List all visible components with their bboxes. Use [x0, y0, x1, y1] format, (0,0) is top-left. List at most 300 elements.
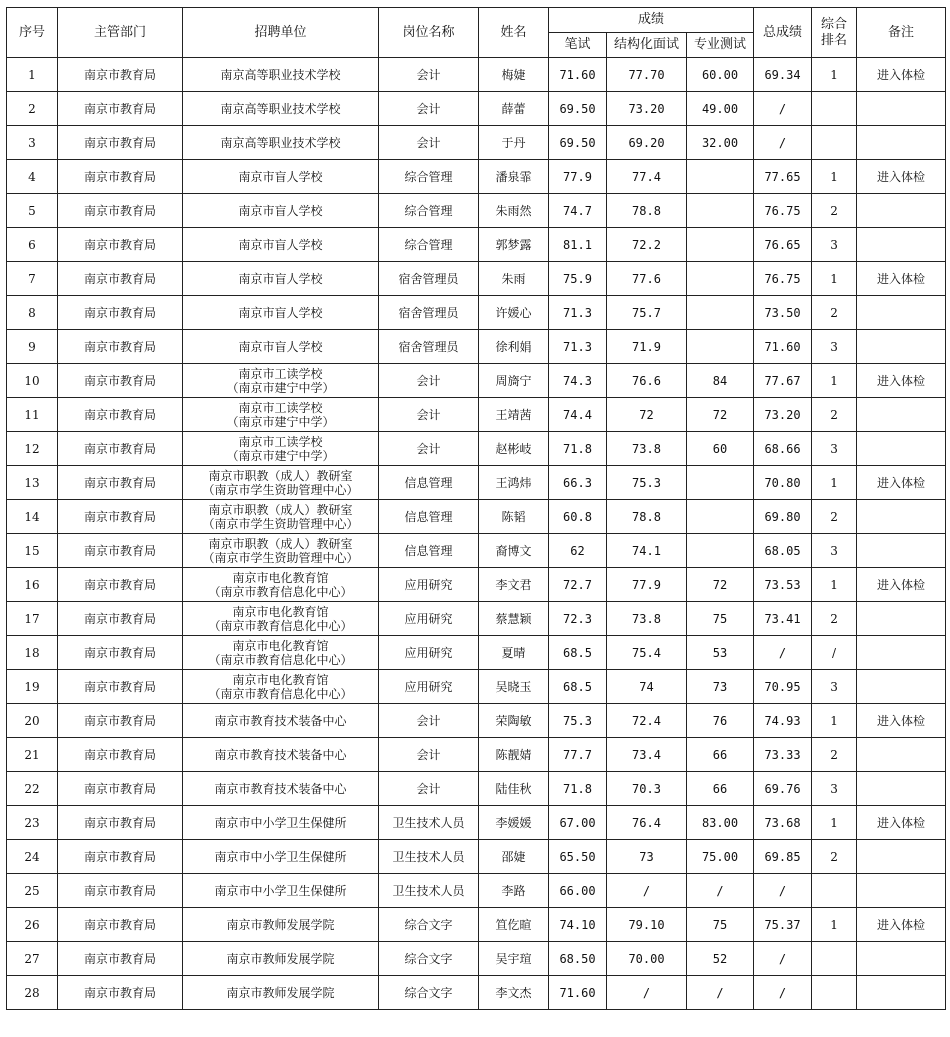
cell-seq: 27 [7, 942, 58, 976]
header-seq: 序号 [7, 8, 58, 58]
cell-written: 71.3 [549, 330, 607, 364]
cell-unit-line: 南京市教师发展学院 [226, 917, 335, 932]
cell-dept: 南京市教育局 [58, 92, 183, 126]
cell-unit [183, 58, 379, 92]
cell-interview: 73.4 [607, 738, 687, 772]
cell-unit [183, 704, 379, 738]
cell-written: 71.60 [549, 976, 607, 1010]
cell-unit-line: 南京市工读学校 [238, 434, 323, 449]
cell-remark [857, 126, 946, 160]
cell-remark: 进入体检 [857, 160, 946, 194]
cell-total: / [754, 126, 812, 160]
cell-name: 吴宇瑄 [479, 942, 549, 976]
cell-seq: 5 [7, 194, 58, 228]
cell-dept: 南京市教育局 [58, 126, 183, 160]
cell-written: 74.3 [549, 364, 607, 398]
cell-seq: 21 [7, 738, 58, 772]
cell-total: 73.50 [754, 296, 812, 330]
cell-unit [183, 126, 379, 160]
cell-written: 74.10 [549, 908, 607, 942]
cell-post: 综合文字 [379, 908, 479, 942]
cell-seq: 17 [7, 602, 58, 636]
cell-total: 73.33 [754, 738, 812, 772]
cell-written: 75.9 [549, 262, 607, 296]
cell-name: 李文君 [479, 568, 549, 602]
cell-interview: 73.20 [607, 92, 687, 126]
cell-professional: 73 [687, 670, 754, 704]
cell-rank: 3 [812, 330, 857, 364]
cell-unit [183, 942, 379, 976]
cell-post: 信息管理 [379, 500, 479, 534]
cell-name: 陈韬 [479, 500, 549, 534]
cell-remark [857, 296, 946, 330]
cell-unit-line: 南京市教育技术装备中心 [214, 781, 347, 796]
cell-professional [687, 500, 754, 534]
cell-name: 王鸿炜 [479, 466, 549, 500]
cell-professional: 60.00 [687, 58, 754, 92]
cell-professional [687, 194, 754, 228]
cell-unit-line: 南京市职教（成人）教研室 [208, 536, 353, 551]
cell-professional [687, 160, 754, 194]
header-dept: 主管部门 [58, 8, 183, 58]
cell-remark [857, 398, 946, 432]
cell-dept: 南京市教育局 [58, 704, 183, 738]
cell-rank: 2 [812, 296, 857, 330]
cell-unit-line: 南京高等职业技术学校 [220, 101, 341, 116]
cell-professional: 84 [687, 364, 754, 398]
cell-interview: 70.00 [607, 942, 687, 976]
table-row [7, 908, 946, 942]
header-written: 笔试 [549, 33, 607, 58]
cell-remark: 进入体检 [857, 58, 946, 92]
cell-professional [687, 228, 754, 262]
cell-dept: 南京市教育局 [58, 228, 183, 262]
cell-interview: 77.4 [607, 160, 687, 194]
cell-unit-line: 南京市教育技术装备中心 [214, 747, 347, 762]
cell-interview: 70.3 [607, 772, 687, 806]
cell-seq: 13 [7, 466, 58, 500]
cell-unit [183, 194, 379, 228]
cell-name: 周旖宁 [479, 364, 549, 398]
cell-rank: 3 [812, 670, 857, 704]
cell-unit [183, 908, 379, 942]
cell-dept: 南京市教育局 [58, 160, 183, 194]
cell-unit-line: 南京市职教（成人）教研室 [208, 502, 353, 517]
cell-professional: 60 [687, 432, 754, 466]
cell-rank [812, 976, 857, 1010]
cell-unit-line: 南京市电化教育馆 [232, 604, 329, 619]
cell-total: / [754, 636, 812, 670]
table-row [7, 772, 946, 806]
cell-professional: 72 [687, 568, 754, 602]
cell-unit-line: 南京市中小学卫生保健所 [214, 815, 347, 830]
header-professional: 专业测试 [687, 33, 754, 58]
cell-interview: 73.8 [607, 602, 687, 636]
cell-interview: 77.6 [607, 262, 687, 296]
cell-total: 69.34 [754, 58, 812, 92]
cell-seq: 8 [7, 296, 58, 330]
cell-remark [857, 874, 946, 908]
cell-rank: 1 [812, 160, 857, 194]
cell-interview: / [607, 874, 687, 908]
cell-unit-line: （南京市学生资助管理中心） [202, 482, 359, 497]
cell-unit [183, 602, 379, 636]
cell-remark [857, 534, 946, 568]
cell-rank: / [812, 636, 857, 670]
cell-unit-line: 南京市电化教育馆 [232, 638, 329, 653]
cell-professional: 66 [687, 738, 754, 772]
cell-professional [687, 262, 754, 296]
cell-name: 薛蕾 [479, 92, 549, 126]
cell-dept: 南京市教育局 [58, 364, 183, 398]
cell-remark: 进入体检 [857, 466, 946, 500]
cell-rank: 1 [812, 568, 857, 602]
cell-total: 70.95 [754, 670, 812, 704]
cell-post: 综合管理 [379, 194, 479, 228]
cell-unit [183, 432, 379, 466]
cell-total: 73.20 [754, 398, 812, 432]
cell-dept: 南京市教育局 [58, 500, 183, 534]
cell-name: 荣陶敏 [479, 704, 549, 738]
table-row [7, 398, 946, 432]
cell-name: 陆佳秋 [479, 772, 549, 806]
cell-total: 76.75 [754, 262, 812, 296]
cell-name: 许媛心 [479, 296, 549, 330]
cell-post: 会计 [379, 432, 479, 466]
table-row [7, 704, 946, 738]
cell-name: 笪仡暄 [479, 908, 549, 942]
cell-total: 70.80 [754, 466, 812, 500]
cell-professional: 49.00 [687, 92, 754, 126]
cell-total: 76.65 [754, 228, 812, 262]
cell-seq: 19 [7, 670, 58, 704]
cell-seq: 23 [7, 806, 58, 840]
cell-written: 72.3 [549, 602, 607, 636]
cell-written: 71.60 [549, 58, 607, 92]
cell-rank: 2 [812, 840, 857, 874]
cell-unit-line: 南京市盲人学校 [238, 203, 323, 218]
cell-written: 74.7 [549, 194, 607, 228]
cell-unit-line: （南京市学生资助管理中心） [202, 516, 359, 531]
cell-post: 卫生技术人员 [379, 806, 479, 840]
cell-rank [812, 126, 857, 160]
cell-professional: 76 [687, 704, 754, 738]
cell-name: 潘泉霏 [479, 160, 549, 194]
table-row [7, 602, 946, 636]
table-row [7, 806, 946, 840]
cell-written: 71.8 [549, 772, 607, 806]
cell-dept: 南京市教育局 [58, 806, 183, 840]
cell-seq: 28 [7, 976, 58, 1010]
cell-unit [183, 466, 379, 500]
cell-unit-line: 南京市电化教育馆 [232, 672, 329, 687]
cell-unit-line: 南京市电化教育馆 [232, 570, 329, 585]
table-row [7, 568, 946, 602]
cell-seq: 4 [7, 160, 58, 194]
cell-interview: 76.6 [607, 364, 687, 398]
cell-rank: 1 [812, 806, 857, 840]
header-remark: 备注 [857, 8, 946, 58]
cell-professional: 53 [687, 636, 754, 670]
cell-name: 于丹 [479, 126, 549, 160]
table-row [7, 976, 946, 1010]
cell-remark [857, 840, 946, 874]
cell-seq: 22 [7, 772, 58, 806]
cell-dept: 南京市教育局 [58, 874, 183, 908]
cell-interview: 73 [607, 840, 687, 874]
cell-written: 65.50 [549, 840, 607, 874]
table-row [7, 58, 946, 92]
cell-dept: 南京市教育局 [58, 58, 183, 92]
table-row [7, 534, 946, 568]
cell-total: 77.65 [754, 160, 812, 194]
cell-unit [183, 738, 379, 772]
cell-interview: 69.20 [607, 126, 687, 160]
cell-name: 梅婕 [479, 58, 549, 92]
cell-remark: 进入体检 [857, 364, 946, 398]
cell-rank [812, 92, 857, 126]
cell-professional: 83.00 [687, 806, 754, 840]
cell-remark [857, 228, 946, 262]
cell-unit [183, 160, 379, 194]
cell-rank: 2 [812, 398, 857, 432]
cell-written: 68.5 [549, 670, 607, 704]
cell-interview: 73.8 [607, 432, 687, 466]
cell-rank: 3 [812, 432, 857, 466]
cell-total: 73.68 [754, 806, 812, 840]
cell-remark [857, 92, 946, 126]
cell-post: 卫生技术人员 [379, 840, 479, 874]
cell-remark: 进入体检 [857, 568, 946, 602]
cell-unit-line: 南京市教育技术装备中心 [214, 713, 347, 728]
cell-unit-line: （南京市建宁中学） [226, 380, 335, 395]
cell-post: 应用研究 [379, 670, 479, 704]
cell-written: 69.50 [549, 126, 607, 160]
cell-name: 陈靓婧 [479, 738, 549, 772]
cell-total: / [754, 92, 812, 126]
cell-post: 会计 [379, 738, 479, 772]
cell-total: 74.93 [754, 704, 812, 738]
cell-rank: 3 [812, 534, 857, 568]
cell-unit-line: （南京市教育信息化中心） [208, 686, 353, 701]
header-unit: 招聘单位 [183, 8, 379, 58]
cell-written: 62 [549, 534, 607, 568]
cell-rank: 1 [812, 364, 857, 398]
cell-dept: 南京市教育局 [58, 466, 183, 500]
cell-dept: 南京市教育局 [58, 568, 183, 602]
cell-written: 71.3 [549, 296, 607, 330]
cell-seq: 9 [7, 330, 58, 364]
cell-remark [857, 330, 946, 364]
cell-rank: 3 [812, 228, 857, 262]
cell-unit [183, 228, 379, 262]
cell-name: 夏晴 [479, 636, 549, 670]
cell-dept: 南京市教育局 [58, 840, 183, 874]
cell-post: 会计 [379, 772, 479, 806]
cell-seq: 15 [7, 534, 58, 568]
cell-seq: 11 [7, 398, 58, 432]
cell-remark: 进入体检 [857, 262, 946, 296]
cell-seq: 20 [7, 704, 58, 738]
cell-unit [183, 330, 379, 364]
cell-unit-line: 南京市盲人学校 [238, 339, 323, 354]
cell-professional: 32.00 [687, 126, 754, 160]
cell-seq: 1 [7, 58, 58, 92]
table-row [7, 874, 946, 908]
cell-dept: 南京市教育局 [58, 534, 183, 568]
cell-remark: 进入体检 [857, 806, 946, 840]
cell-written: 75.3 [549, 704, 607, 738]
header-scores: 成绩 [549, 8, 754, 33]
table-row [7, 228, 946, 262]
cell-seq: 2 [7, 92, 58, 126]
cell-total: 77.67 [754, 364, 812, 398]
table-row [7, 126, 946, 160]
table-header [7, 8, 946, 58]
header-rank [812, 8, 857, 58]
cell-dept: 南京市教育局 [58, 194, 183, 228]
cell-post: 应用研究 [379, 636, 479, 670]
cell-remark: 进入体检 [857, 908, 946, 942]
cell-unit-line: （南京市建宁中学） [226, 448, 335, 463]
cell-unit [183, 840, 379, 874]
cell-remark [857, 670, 946, 704]
cell-professional: / [687, 874, 754, 908]
cell-rank: 1 [812, 704, 857, 738]
cell-post: 会计 [379, 58, 479, 92]
cell-written: 72.7 [549, 568, 607, 602]
table-body [7, 58, 946, 1010]
cell-written: 81.1 [549, 228, 607, 262]
cell-name: 郭梦露 [479, 228, 549, 262]
cell-unit [183, 262, 379, 296]
cell-total: / [754, 976, 812, 1010]
table-row [7, 194, 946, 228]
cell-professional: / [687, 976, 754, 1010]
cell-post: 综合管理 [379, 228, 479, 262]
cell-dept: 南京市教育局 [58, 738, 183, 772]
cell-dept: 南京市教育局 [58, 432, 183, 466]
cell-seq: 7 [7, 262, 58, 296]
cell-name: 蔡慧颖 [479, 602, 549, 636]
header-name: 姓名 [479, 8, 549, 58]
cell-interview: 79.10 [607, 908, 687, 942]
cell-remark: 进入体检 [857, 704, 946, 738]
cell-interview: 75.7 [607, 296, 687, 330]
cell-rank: 1 [812, 262, 857, 296]
cell-name: 徐利娟 [479, 330, 549, 364]
cell-interview: 78.8 [607, 500, 687, 534]
cell-unit-line: （南京市教育信息化中心） [208, 618, 353, 633]
cell-unit-line: 南京市盲人学校 [238, 305, 323, 320]
cell-unit [183, 500, 379, 534]
cell-unit-line: 南京市工读学校 [238, 400, 323, 415]
cell-unit-line: 南京市盲人学校 [238, 271, 323, 286]
cell-unit-line: 南京市中小学卫生保健所 [214, 883, 347, 898]
cell-unit [183, 568, 379, 602]
cell-professional [687, 330, 754, 364]
cell-dept: 南京市教育局 [58, 602, 183, 636]
cell-unit-line: 南京市盲人学校 [238, 169, 323, 184]
cell-dept: 南京市教育局 [58, 908, 183, 942]
cell-unit-line: 南京市中小学卫生保健所 [214, 849, 347, 864]
cell-remark [857, 738, 946, 772]
cell-post: 会计 [379, 364, 479, 398]
cell-dept: 南京市教育局 [58, 262, 183, 296]
cell-post: 综合管理 [379, 160, 479, 194]
cell-professional: 75.00 [687, 840, 754, 874]
cell-post: 应用研究 [379, 568, 479, 602]
cell-name: 李文杰 [479, 976, 549, 1010]
cell-interview: 74 [607, 670, 687, 704]
cell-interview: 75.4 [607, 636, 687, 670]
cell-total: 68.66 [754, 432, 812, 466]
cell-remark [857, 942, 946, 976]
cell-seq: 26 [7, 908, 58, 942]
cell-rank: 3 [812, 772, 857, 806]
cell-post: 信息管理 [379, 534, 479, 568]
cell-unit [183, 670, 379, 704]
cell-rank: 1 [812, 908, 857, 942]
cell-unit-line: 南京市教师发展学院 [226, 985, 335, 1000]
cell-post: 会计 [379, 92, 479, 126]
cell-written: 60.8 [549, 500, 607, 534]
cell-professional: 52 [687, 942, 754, 976]
cell-seq: 10 [7, 364, 58, 398]
cell-post: 信息管理 [379, 466, 479, 500]
cell-unit [183, 296, 379, 330]
cell-unit [183, 772, 379, 806]
cell-professional: 66 [687, 772, 754, 806]
cell-unit [183, 976, 379, 1010]
header-interview: 结构化面试 [607, 33, 687, 58]
cell-remark [857, 636, 946, 670]
cell-remark [857, 500, 946, 534]
cell-total: 73.53 [754, 568, 812, 602]
cell-seq: 3 [7, 126, 58, 160]
cell-unit [183, 806, 379, 840]
cell-dept: 南京市教育局 [58, 636, 183, 670]
cell-post: 会计 [379, 704, 479, 738]
cell-post: 会计 [379, 126, 479, 160]
cell-interview: 72.4 [607, 704, 687, 738]
cell-rank: 2 [812, 738, 857, 772]
cell-written: 68.50 [549, 942, 607, 976]
cell-name: 朱雨然 [479, 194, 549, 228]
cell-name: 朱雨 [479, 262, 549, 296]
cell-total: / [754, 874, 812, 908]
cell-unit-line: 南京高等职业技术学校 [220, 67, 341, 82]
cell-professional: 75 [687, 602, 754, 636]
cell-written: 71.8 [549, 432, 607, 466]
cell-written: 66.3 [549, 466, 607, 500]
cell-rank: 2 [812, 602, 857, 636]
cell-dept: 南京市教育局 [58, 330, 183, 364]
cell-remark [857, 194, 946, 228]
cell-total: 69.76 [754, 772, 812, 806]
results-table [6, 7, 946, 1010]
cell-unit [183, 364, 379, 398]
cell-interview: 77.70 [607, 58, 687, 92]
cell-unit-line: （南京市建宁中学） [226, 414, 335, 429]
cell-professional [687, 534, 754, 568]
cell-total: 68.05 [754, 534, 812, 568]
cell-post: 宿舍管理员 [379, 296, 479, 330]
cell-professional [687, 466, 754, 500]
table-row [7, 942, 946, 976]
cell-interview: 78.8 [607, 194, 687, 228]
cell-total: 69.80 [754, 500, 812, 534]
